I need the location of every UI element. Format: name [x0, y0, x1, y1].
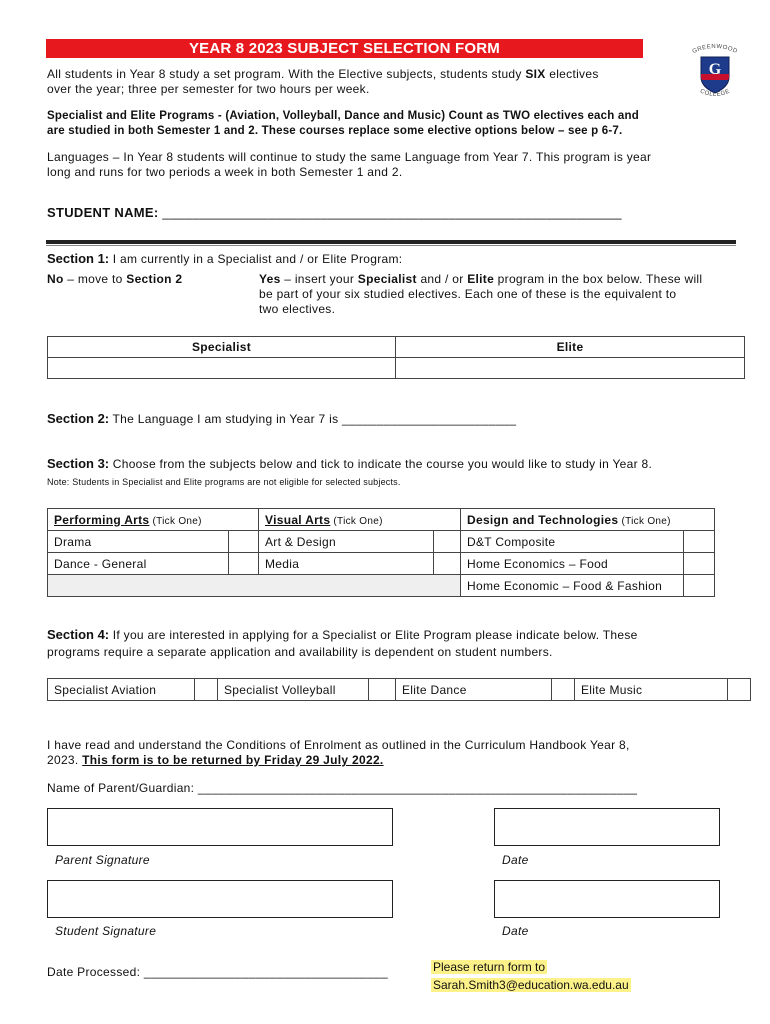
design-tech-header: [461, 509, 715, 531]
intro-line2: over the year; three per semester for two hours per week.: [47, 82, 370, 96]
tick-box-home-economic-food-fashion[interactable]: [684, 575, 715, 597]
subject-home-economics-food: Home Economics – Food: [461, 553, 684, 575]
section4-heading: Section 4:: [47, 627, 110, 642]
performing-arts-header: [48, 509, 259, 531]
date-processed-field[interactable]: ___________________________________: [143, 965, 388, 979]
tick-box-media[interactable]: [434, 553, 461, 575]
student-signature-label: Student Signature: [55, 924, 157, 938]
specialist-note-line1: Specialist and Elite Programs - (Aviation, Volleyball, Dance and Music) Count as TWO electives each and: [47, 110, 639, 122]
yes-text-a: – insert your: [280, 272, 358, 286]
yes-label: Yes: [259, 272, 281, 286]
section1-no-option: [47, 272, 182, 287]
tick-box-dt-composite[interactable]: [684, 531, 715, 553]
section-divider: [46, 240, 736, 244]
student-date-label: Date: [502, 924, 529, 938]
declaration-year: 2023.: [47, 753, 83, 767]
parent-name-row: [47, 781, 637, 796]
specialist-input-cell[interactable]: [48, 358, 396, 379]
student-name-row: [47, 205, 622, 220]
section3-row: [47, 455, 652, 473]
program-table: [47, 336, 745, 379]
no-label: No: [47, 272, 64, 286]
languages-note-line1: Languages – In Year 8 students will continue to study the same Language from Year 7. This program is year: [47, 150, 652, 164]
parent-date-box[interactable]: [494, 808, 720, 846]
college-logo: [684, 43, 746, 101]
return-note: [431, 958, 631, 994]
logo-top-text: GREENWOOD: [691, 43, 739, 56]
visual-arts-header: [259, 509, 461, 531]
section1-text: I am currently in a Specialist and / or Elite Program:: [109, 252, 403, 266]
yes-specialist: Specialist: [357, 272, 417, 286]
intro-text: All students in Year 8 study a set program. With the Elective subjects, students study: [47, 67, 526, 81]
parent-name-label: Name of Parent/Guardian:: [47, 781, 198, 795]
tick-box-home-economics-food[interactable]: [684, 553, 715, 575]
section3-note: Note: Students in Specialist and Elite programs are not eligible for selected subjects.: [47, 477, 401, 487]
yes-text-c: and / or: [416, 272, 468, 286]
section4-text: If you are interested in applying for a Specialist or Elite Program please indicate below. These: [109, 628, 638, 642]
option-specialist-aviation: Specialist Aviation: [48, 679, 195, 701]
program-interest-table: [47, 678, 751, 701]
design-tech-title: Design and Technologies: [467, 512, 619, 527]
declaration-line1: I have read and understand the Conditions of Enrolment as outlined in the Curriculum Handbook Year 8,: [47, 738, 630, 752]
parent-signature-box[interactable]: [47, 808, 393, 846]
section4-row: [47, 626, 737, 659]
subject-table: [47, 508, 715, 597]
tick-box-elite-dance[interactable]: [552, 679, 575, 701]
specialist-note-line2: are studied in both Semester 1 and 2. These courses replace some elective options below – see p 6-7.: [47, 125, 623, 137]
intro-paragraph: [47, 67, 599, 97]
tick-box-elite-music[interactable]: [728, 679, 751, 701]
section2-text[interactable]: The Language I am studying in Year 7 is _________________________: [109, 412, 517, 426]
intro-text-end: electives: [545, 67, 599, 81]
section4-text2: programs require a separate application and availability is dependent on student numbers.: [47, 645, 553, 659]
section2-row: [47, 410, 516, 428]
no-text: – move to: [63, 272, 127, 286]
logo-bottom-text: COLLEGE: [698, 88, 732, 99]
section2-heading: Section 2:: [47, 411, 110, 426]
tick-box-dance-general[interactable]: [229, 553, 259, 575]
elite-column-header: Elite: [396, 337, 745, 358]
yes-text-d: program in the box below. These will: [494, 272, 703, 286]
option-elite-music: Elite Music: [575, 679, 728, 701]
section1-yes-option: [259, 272, 739, 317]
section1-heading: Section 1:: [47, 251, 110, 266]
logo-letter: G: [708, 61, 722, 78]
tick-box-specialist-volleyball[interactable]: [369, 679, 396, 701]
intro-six: SIX: [525, 67, 546, 81]
parent-name-field[interactable]: _______________________________________________________________: [197, 781, 638, 795]
student-signature-box[interactable]: [47, 880, 393, 918]
student-name-label: STUDENT NAME:: [47, 205, 163, 220]
section3-heading: Section 3:: [47, 456, 110, 471]
no-section2: Section 2: [126, 272, 183, 286]
yes-elite: Elite: [467, 272, 495, 286]
subject-media: Media: [259, 553, 434, 575]
date-processed-label: Date Processed:: [47, 965, 144, 979]
specialist-note: [47, 109, 639, 139]
visual-arts-title: Visual Arts: [265, 512, 331, 527]
design-tech-tick: (Tick One): [618, 515, 671, 527]
languages-note: [47, 150, 651, 180]
specialist-column-header: Specialist: [48, 337, 396, 358]
parent-signature-label: Parent Signature: [55, 853, 150, 867]
return-note-line1: Please return form to: [433, 960, 546, 974]
subject-dance-general: Dance - General: [48, 553, 229, 575]
empty-cell: [48, 575, 461, 597]
return-email[interactable]: Sarah.Smith3@education.wa.edu.au: [433, 978, 629, 992]
date-processed-row: [47, 965, 388, 980]
parent-date-label: Date: [502, 853, 529, 867]
subject-dt-composite: D&T Composite: [461, 531, 684, 553]
languages-note-line2: long and runs for two periods a week in both Semester 1 and 2.: [47, 165, 403, 179]
elite-input-cell[interactable]: [396, 358, 745, 379]
performing-arts-title: Performing Arts: [54, 512, 150, 527]
option-elite-dance: Elite Dance: [396, 679, 552, 701]
yes-line2: be part of your six studied electives. Each one of these is the equivalent to: [259, 287, 677, 301]
section-divider-thin: [46, 245, 736, 246]
section1-heading-row: [47, 250, 402, 268]
tick-box-art-design[interactable]: [434, 531, 461, 553]
declaration: [47, 738, 630, 768]
return-deadline: This form is to be returned by Friday 29 July 2022.: [82, 753, 384, 767]
subject-drama: Drama: [48, 531, 229, 553]
performing-arts-tick: (Tick One): [149, 515, 202, 527]
section3-text: Choose from the subjects below and tick to indicate the course you would like to study in Year 8.: [109, 457, 653, 471]
svg-text:GREENWOOD: [692, 44, 739, 55]
visual-arts-tick: (Tick One): [330, 515, 383, 527]
yes-line3: two electives.: [259, 302, 336, 316]
student-date-box[interactable]: [494, 880, 720, 918]
student-name-field[interactable]: _____________________________________________________________: [162, 205, 622, 220]
option-specialist-volleyball: Specialist Volleyball: [218, 679, 369, 701]
form-title: YEAR 8 2023 SUBJECT SELECTION FORM: [46, 39, 643, 58]
tick-box-drama[interactable]: [229, 531, 259, 553]
tick-box-specialist-aviation[interactable]: [195, 679, 218, 701]
subject-home-economic-food-fashion: Home Economic – Food & Fashion: [461, 575, 684, 597]
subject-art-design: Art & Design: [259, 531, 434, 553]
